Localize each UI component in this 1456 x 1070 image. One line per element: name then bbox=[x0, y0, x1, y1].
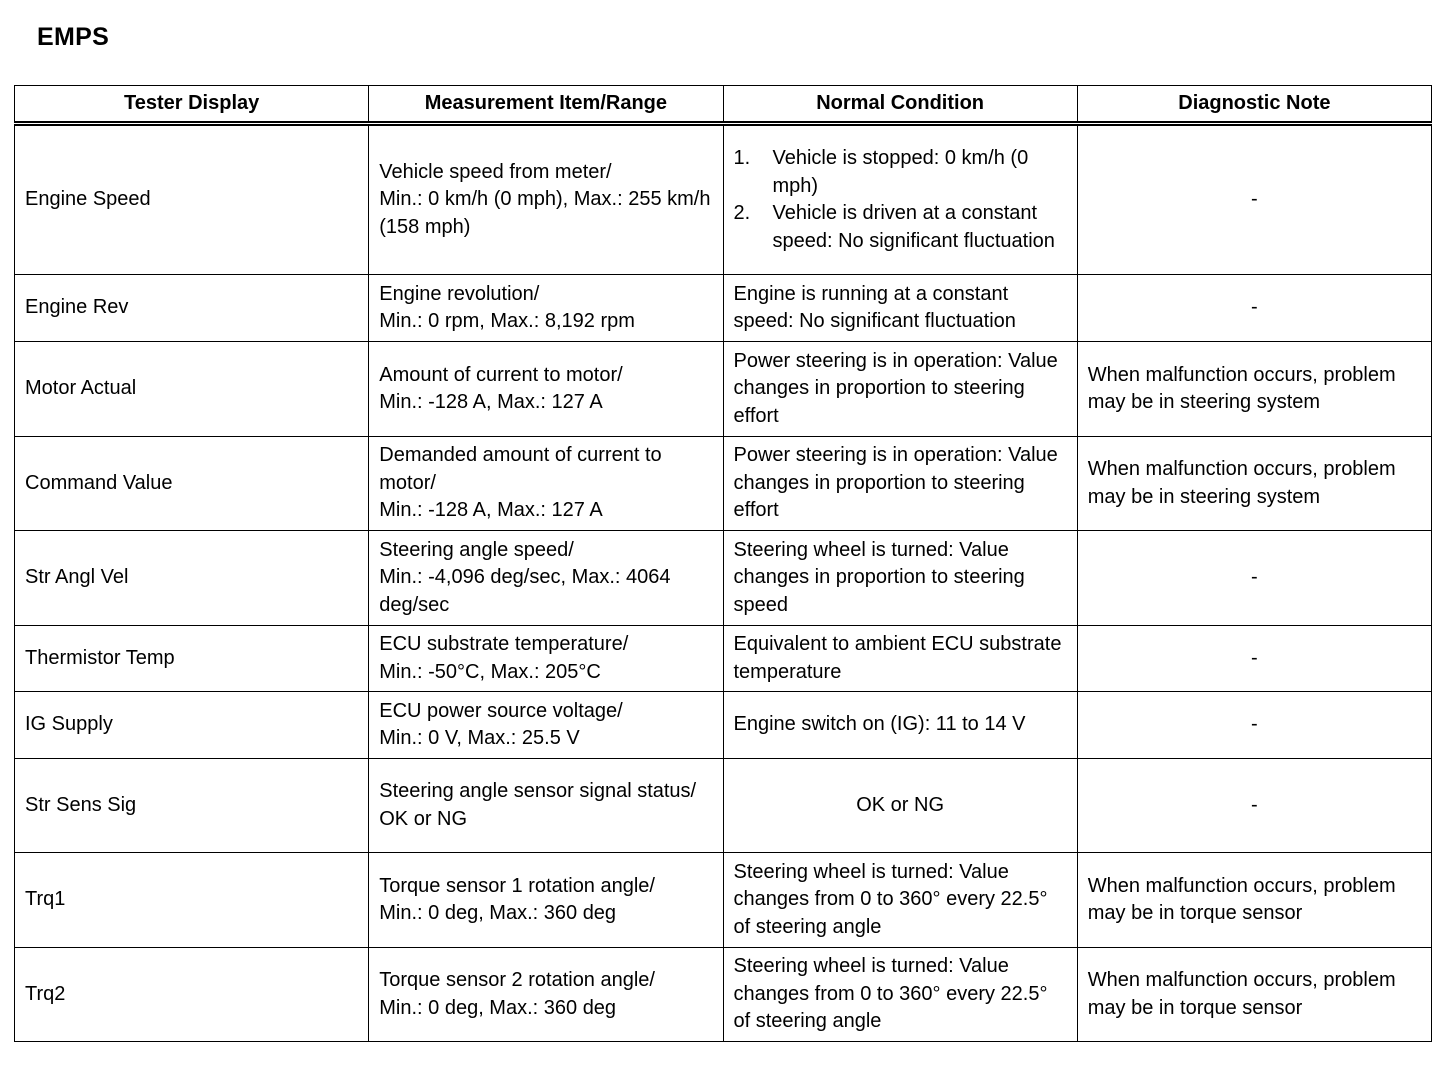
table-row bbox=[15, 948, 1432, 1042]
tester-display-cell: Trq2 bbox=[15, 948, 369, 1042]
table-header-row bbox=[15, 86, 1432, 124]
normal-condition-cell: Power steering is in operation: Value changes in proportion to steering effort bbox=[723, 342, 1077, 437]
table-row bbox=[15, 853, 1432, 948]
table-row bbox=[15, 124, 1432, 275]
condition-list-item bbox=[734, 200, 1067, 255]
measurement-range: Min.: -128 A, Max.: 127 A bbox=[379, 499, 603, 522]
table-row bbox=[15, 437, 1432, 531]
measurement-range: Min.: -4,096 deg/sec, Max.: 4064 deg/sec bbox=[379, 566, 671, 616]
table-row bbox=[15, 531, 1432, 626]
measurement-item: Torque sensor 1 rotation angle/ bbox=[379, 874, 655, 897]
tester-display-cell: Command Value bbox=[15, 437, 369, 531]
measurement-range: OK or NG bbox=[379, 807, 468, 830]
normal-condition-cell bbox=[723, 124, 1077, 275]
measurement-cell bbox=[369, 692, 723, 759]
measurement-item: Engine revolution/ bbox=[379, 282, 540, 305]
measurement-item: Steering angle sensor signal status/ bbox=[379, 780, 697, 802]
normal-condition-cell: Power steering is in operation: Value changes in proportion to steering effort bbox=[723, 437, 1077, 531]
normal-condition-cell: Steering wheel is turned: Value changes in proportion to steering speed bbox=[723, 531, 1077, 626]
header-measurement-item: Measurement Item/Range bbox=[369, 86, 723, 124]
tester-display-cell: Str Angl Vel bbox=[15, 531, 369, 626]
table-row bbox=[15, 759, 1432, 853]
measurement-range: Min.: -50°C, Max.: 205°C bbox=[379, 660, 601, 683]
normal-condition-cell: OK or NG bbox=[723, 759, 1077, 853]
diagnostic-note-cell: - bbox=[1077, 759, 1431, 853]
measurement-range: Min.: 0 V, Max.: 25.5 V bbox=[379, 727, 580, 749]
diagnostic-note-cell: - bbox=[1077, 124, 1431, 275]
measurement-item: Torque sensor 2 rotation angle/ bbox=[379, 969, 655, 991]
measurement-cell bbox=[369, 853, 723, 948]
measurement-item: ECU power source voltage/ bbox=[379, 699, 623, 722]
tester-display-cell: Engine Speed bbox=[15, 124, 369, 275]
measurement-range: Min.: 0 rpm, Max.: 8,192 rpm bbox=[379, 310, 635, 332]
condition-list-item bbox=[734, 145, 1067, 200]
measurement-range: Min.: 0 deg, Max.: 360 deg bbox=[379, 996, 617, 1019]
measurement-cell bbox=[369, 437, 723, 531]
diagnostic-note-cell: When malfunction occurs, problem may be in torque sensor bbox=[1077, 853, 1431, 948]
normal-condition-cell: Steering wheel is turned: Value changes from 0 to 360° every 22.5° of steering angle bbox=[723, 853, 1077, 948]
measurement-item: Demanded amount of current to motor/ bbox=[379, 444, 662, 494]
measurement-range: Min.: -128 A, Max.: 127 A bbox=[379, 391, 603, 413]
diagnostic-note-cell: - bbox=[1077, 626, 1431, 692]
normal-condition-cell: Steering wheel is turned: Value changes from 0 to 360° every 22.5° of steering angle bbox=[723, 948, 1077, 1042]
table-row bbox=[15, 342, 1432, 437]
table-row bbox=[15, 626, 1432, 692]
condition-text: Vehicle is stopped: 0 km/h (0 mph) bbox=[772, 147, 1029, 197]
tester-display-cell: Trq1 bbox=[15, 853, 369, 948]
measurement-range: Min.: 0 km/h (0 mph), Max.: 255 km/h (158 mph) bbox=[379, 188, 711, 238]
measurement-cell bbox=[369, 124, 723, 275]
measurement-item: Vehicle speed from meter/ bbox=[379, 160, 612, 183]
normal-condition-cell: Engine is running at a constant speed: No significant fluctuation bbox=[723, 275, 1077, 342]
condition-list bbox=[734, 145, 1067, 255]
normal-condition-cell: Engine switch on (IG): 11 to 14 V bbox=[723, 692, 1077, 759]
condition-number: 2. bbox=[733, 202, 751, 224]
measurement-cell bbox=[369, 948, 723, 1042]
header-normal-condition: Normal Condition bbox=[723, 86, 1077, 124]
measurement-cell bbox=[369, 342, 723, 437]
diagnostic-note-cell: When malfunction occurs, problem may be in torque sensor bbox=[1077, 948, 1431, 1042]
measurement-cell bbox=[369, 626, 723, 692]
tester-display-cell: Thermistor Temp bbox=[15, 626, 369, 692]
condition-text: Vehicle is driven at a constant speed: No significant fluctuation bbox=[772, 202, 1055, 252]
measurement-cell bbox=[369, 759, 723, 853]
diagnostic-note-cell: - bbox=[1077, 692, 1431, 759]
normal-condition-cell: Equivalent to ambient ECU substrate temperature bbox=[723, 626, 1077, 692]
condition-number: 1. bbox=[733, 147, 751, 169]
diagnostic-note-cell: - bbox=[1077, 275, 1431, 342]
table-row bbox=[15, 692, 1432, 759]
measurement-range: Min.: 0 deg, Max.: 360 deg bbox=[379, 902, 617, 924]
data-list-table bbox=[14, 85, 1432, 1042]
table-row bbox=[15, 275, 1432, 342]
measurement-cell bbox=[369, 531, 723, 626]
measurement-item: ECU substrate temperature/ bbox=[379, 633, 629, 655]
tester-display-cell: Motor Actual bbox=[15, 342, 369, 437]
header-tester-display: Tester Display bbox=[15, 86, 369, 124]
tester-display-cell: IG Supply bbox=[15, 692, 369, 759]
diagnostic-note-cell: - bbox=[1077, 531, 1431, 626]
header-diagnostic-note: Diagnostic Note bbox=[1077, 86, 1431, 124]
tester-display-cell: Engine Rev bbox=[15, 275, 369, 342]
measurement-item: Amount of current to motor/ bbox=[379, 363, 623, 386]
measurement-cell bbox=[369, 275, 723, 342]
diagnostic-note-cell: When malfunction occurs, problem may be in steering system bbox=[1077, 437, 1431, 531]
tester-display-cell: Str Sens Sig bbox=[15, 759, 369, 853]
diagnostic-note-cell: When malfunction occurs, problem may be in steering system bbox=[1077, 342, 1431, 437]
page-title: EMPS bbox=[37, 23, 110, 51]
measurement-item: Steering angle speed/ bbox=[379, 538, 574, 561]
